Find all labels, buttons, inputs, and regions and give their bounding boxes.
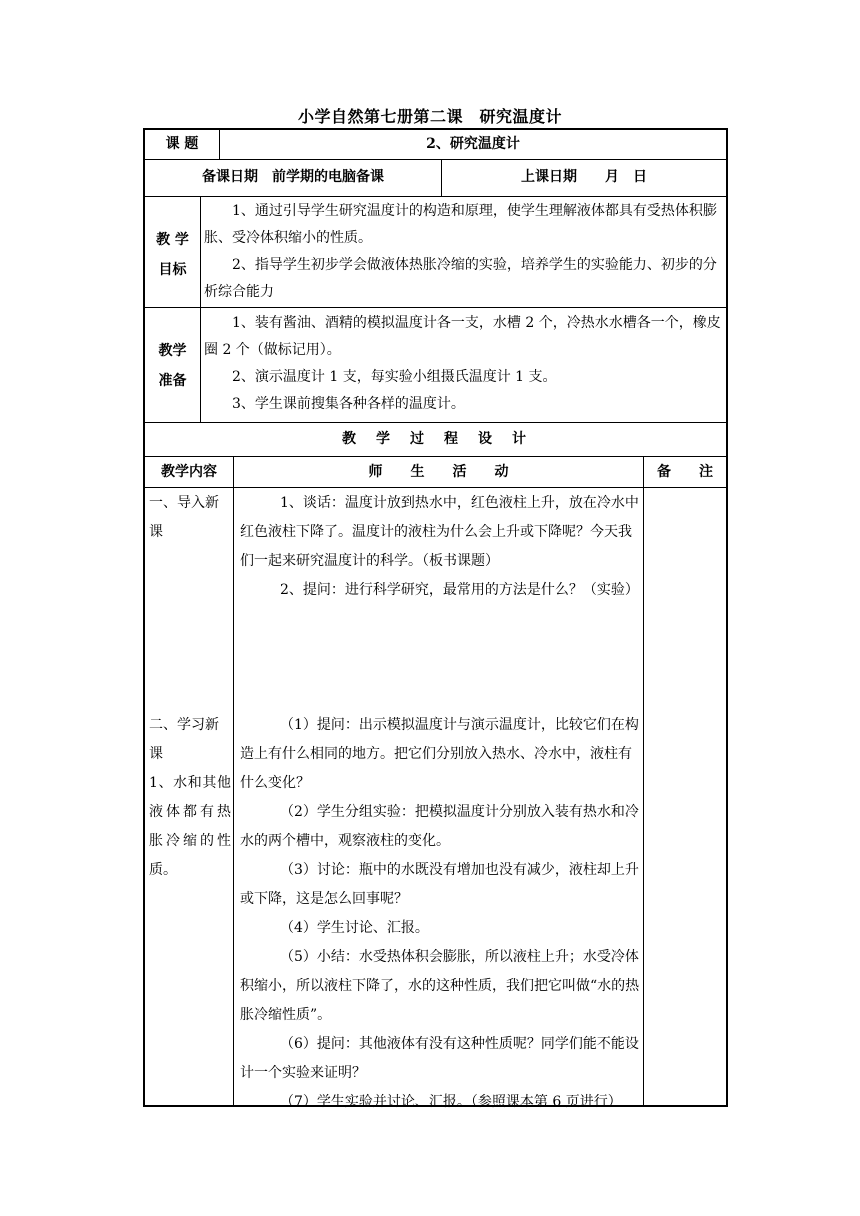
col-header-content: 教学内容 bbox=[161, 464, 217, 480]
row-divider bbox=[143, 159, 728, 160]
page-title: 小学自然第七册第二课 研究温度计 bbox=[297, 107, 562, 126]
preparation-label-line1: 教学 bbox=[158, 343, 187, 359]
row-divider bbox=[143, 422, 728, 423]
section-title: 二、学习新课 bbox=[149, 717, 219, 762]
preparation-item: 3、学生课前搜集各种各样的温度计。 bbox=[232, 396, 465, 412]
col-divider bbox=[233, 456, 234, 1107]
activity-item: 2、提问：进行科学研究，最常用的方法是什么？（实验） bbox=[280, 582, 639, 598]
activity-item: （3）讨论：瓶中的水既没有增加也没有减少，液柱却上升或下降，这是怎么回事呢？ bbox=[240, 862, 639, 907]
preparation-item: 2、演示温度计 1 支，每实验小组摄氏温度计 1 支。 bbox=[232, 369, 557, 385]
table-border-right bbox=[726, 128, 728, 1107]
table-border-top bbox=[143, 128, 728, 130]
class-date: 上课日期 月 日 bbox=[521, 169, 647, 185]
col-divider bbox=[643, 456, 644, 1107]
row-divider bbox=[143, 487, 728, 488]
section-activities bbox=[240, 489, 640, 605]
objectives-label-line2: 目标 bbox=[158, 262, 187, 278]
objectives-text bbox=[204, 198, 722, 306]
section-activities bbox=[240, 711, 640, 1117]
topic-value: 2、研究温度计 bbox=[426, 136, 520, 152]
activity-item: （5）小结：水受热体积会膨胀，所以液柱上升；水受冷体积缩小，所以液柱下降了，水的这种性质，我们把它叫做“水的热胀冷缩性质”。 bbox=[240, 949, 640, 1023]
col-header-activity: 师 生 活 动 bbox=[368, 464, 509, 480]
row-divider bbox=[143, 307, 728, 308]
objective-item: 1、通过引导学生研究温度计的构造和原理，使学生理解液体都具有受热体积膨胀、受冷体积缩小的性质。 bbox=[204, 203, 717, 246]
objective-item: 2、指导学生初步学会做液体热胀冷缩的实验，培养学生的实验能力、初步的分析综合能力 bbox=[204, 257, 717, 300]
activity-item: 1、谈话：温度计放到热水中，红色液柱上升，放在冷水中红色液柱下降了。温度计的液柱为什么会上升或下降呢？今天我们一起来研究温度计的科学。（板书课题） bbox=[240, 495, 639, 569]
topic-label: 课 题 bbox=[165, 136, 199, 152]
row-divider bbox=[143, 456, 728, 457]
section-content bbox=[149, 711, 231, 885]
activity-item: （6）提问：其他液体有没有这种性质呢？同学们能不能设计一个实验来证明？ bbox=[240, 1036, 639, 1081]
row-divider bbox=[143, 196, 728, 197]
activity-item: （7）学生实验并讨论、汇报。（参照课本第 6 页进行） bbox=[280, 1094, 622, 1110]
process-heading: 教 学 过 程 设 计 bbox=[342, 431, 529, 447]
objectives-label-line1: 教 学 bbox=[156, 232, 189, 248]
preparation-text bbox=[204, 310, 722, 418]
col-header-notes: 备 注 bbox=[657, 464, 713, 480]
preparation-label bbox=[145, 336, 200, 396]
preparation-label-line2: 准备 bbox=[158, 373, 187, 389]
section-subtitle: 1、水和其他液体都有热胀冷缩的性质。 bbox=[149, 775, 231, 878]
activity-item: （2）学生分组实验：把模拟温度计分别放入装有热水和冷水的两个槽中，观察液柱的变化。 bbox=[240, 804, 639, 849]
activity-item: （4）学生讨论、汇报。 bbox=[280, 920, 429, 936]
activity-item: （1）提问：出示模拟温度计与演示温度计，比较它们在构造上有什么相同的地方。把它们分别放入热水、冷水中，液柱有什么变化？ bbox=[240, 717, 639, 791]
prep-date: 备课日期 前学期的电脑备课 bbox=[202, 169, 384, 185]
section-content: 一、导入新课 bbox=[149, 495, 219, 540]
preparation-item: 1、装有酱油、酒精的模拟温度计各一支，水槽 2 个，冷热水水槽各一个，橡皮圈 2 个（做标记用）。 bbox=[204, 315, 721, 358]
objectives-label bbox=[145, 225, 200, 285]
col-divider bbox=[200, 196, 201, 422]
